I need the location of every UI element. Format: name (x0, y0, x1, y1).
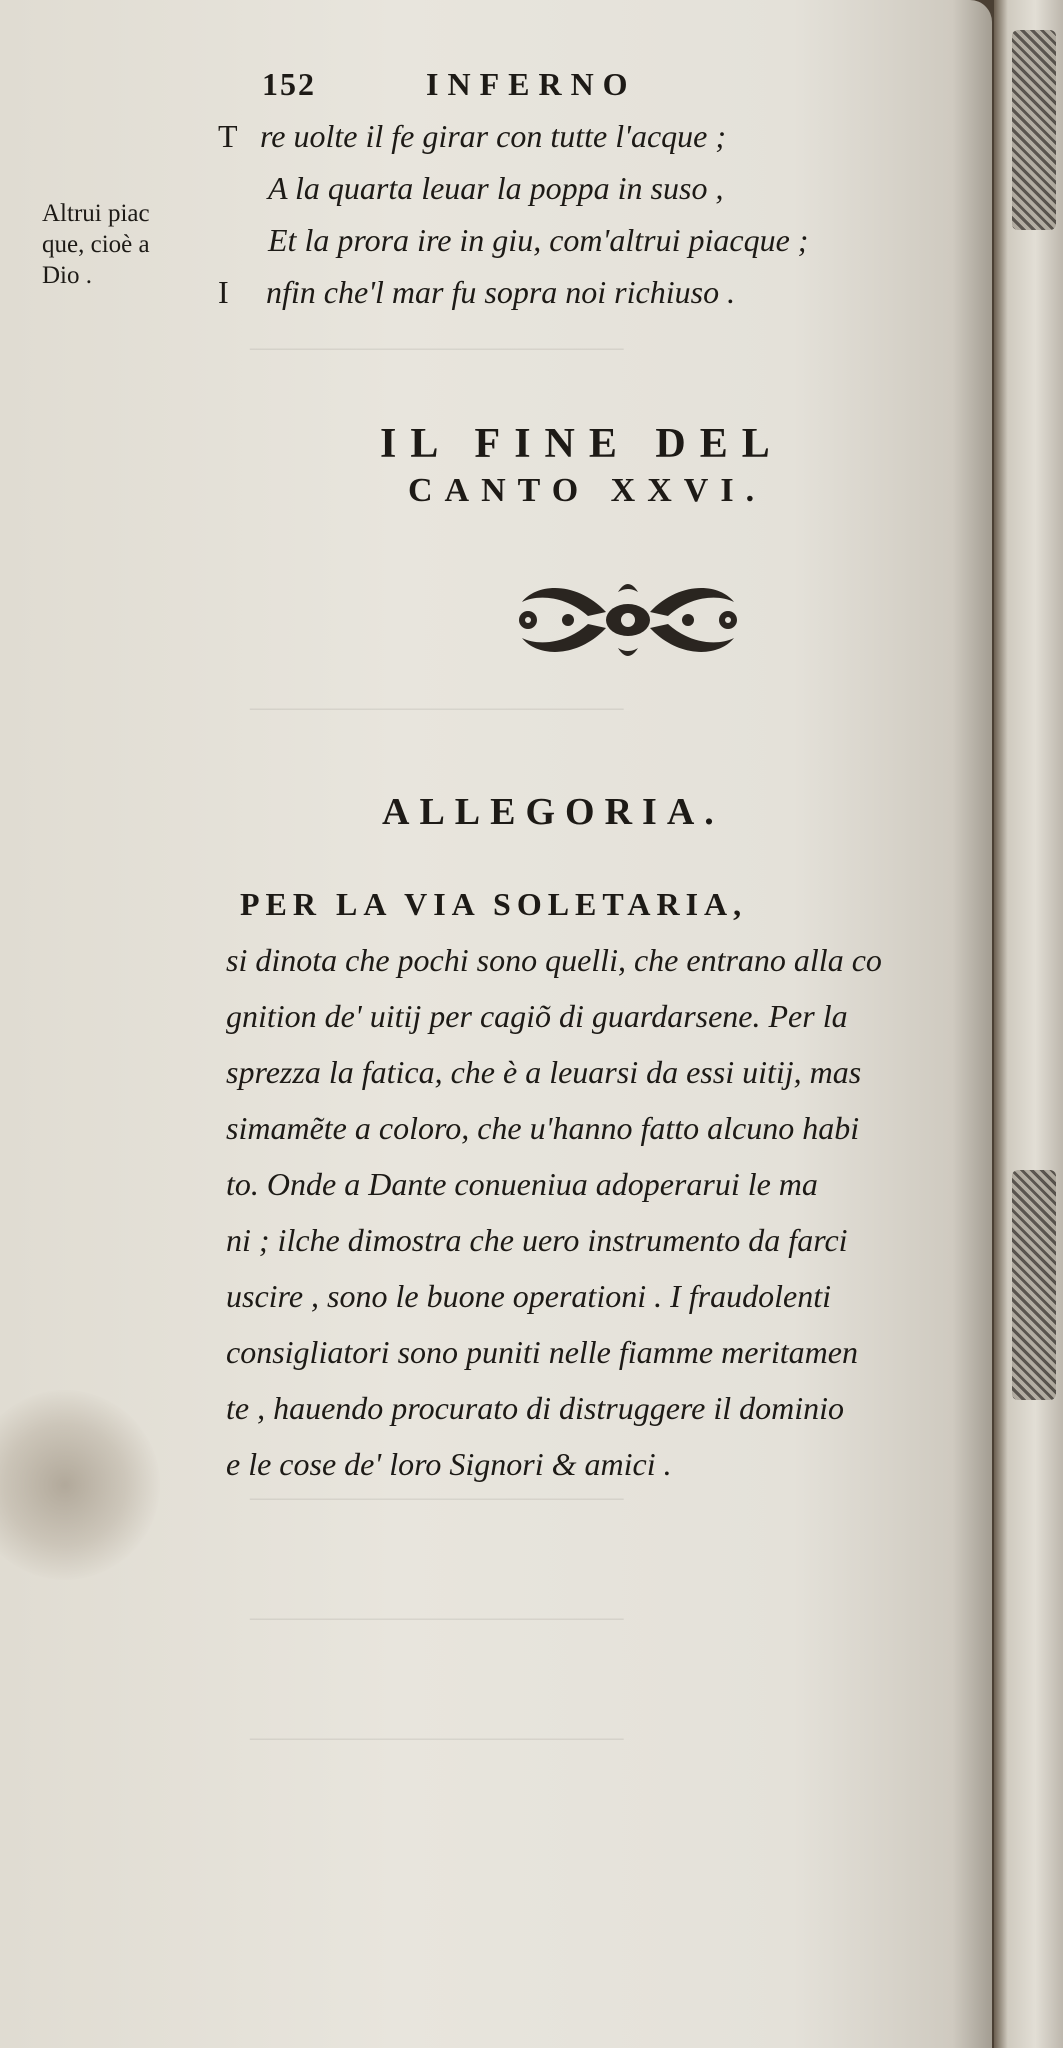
adjacent-page-edge (994, 0, 1063, 2048)
page-number: 152 (262, 66, 316, 102)
allegory-line: gnition de' uitij per cagiõ di guardarsene. Per la (226, 998, 848, 1034)
running-head (262, 66, 637, 103)
allegory-line: uscire , sono le buone operationi . I fraudolenti (226, 1278, 831, 1314)
verse-line: A la quarta leuar la poppa in suso , (268, 170, 724, 206)
allegory-line: e le cose de' loro Signori & amici . (226, 1446, 672, 1482)
gloss-line: Altrui piac (42, 200, 150, 227)
adjacent-page-ornament (1012, 1170, 1056, 1400)
marginal-gloss (42, 198, 150, 291)
allegory-line: simamẽte a coloro, che u'hanno fatto alcuno habi (226, 1110, 860, 1146)
verse-line: Et la prora ire in giu, com'altrui piacque ; (268, 222, 809, 258)
allegory-title: ALLEGORIA. (382, 791, 724, 833)
end-heading-line2: CANTO XXVI. (408, 472, 767, 509)
book-page: —————————————— —————————————— —————————————— —————————————— —————————————— 152 INFERNO T re uolte il fe girar con tutte l'acque ; A la quarta leuar la poppa in suso , Et la prora ire in giu, com'altrui piacque ; I nfin che'l mar fu sopra noi richiuso . Altrui piac que, cioè a Dio . IL FINE DEL CANTO XXVI. ALLEGORIA. PER LA VIA SOLETARIA, si dinota che pochi sono quelli, che entrano alla co gnition de' uitij per cagiõ di guardarsene. Per la sprezza la fatica, che è a leuarsi da essi uitij, mas simamẽte a coloro, che u'hanno fatto alcuno habi to. Onde a Dante conueniua adoperarui le ma ni ; ilche dimostra che uero instrumento da farci uscire , sono le buone operationi . I fraudolenti consigliatori sono puniti nelle fiamme meritamen te , hauendo procurato di distruggere il dominio e le cose de' loro Signori & amici . (0, 0, 992, 2048)
allegory-lead: PER LA VIA SOLETARIA, (240, 886, 748, 922)
allegory-line: ni ; ilche dimostra che uero instrumento da farci (226, 1222, 848, 1258)
allegory-line: to. Onde a Dante conueniua adoperarui le ma (226, 1166, 818, 1202)
running-title: INFERNO (426, 66, 637, 102)
allegory-line: consigliatori sono puniti nelle fiamme meritamen (226, 1334, 858, 1370)
verse-line: re uolte il fe girar con tutte l'acque ; (260, 118, 726, 154)
verse-initial: I (218, 274, 229, 310)
adjacent-page-ornament (1012, 30, 1056, 230)
allegory-line: te , hauendo procurato di distruggere il dominio (226, 1390, 845, 1426)
allegory-line: sprezza la fatica, che è a leuarsi da essi uitij, mas (226, 1054, 862, 1090)
end-heading-line1: IL FINE DEL (380, 421, 784, 467)
gloss-line: Dio . (42, 262, 92, 289)
printers-ornament-icon (508, 572, 748, 668)
water-stain (0, 1390, 160, 1580)
gloss-line: que, cioè a (42, 231, 150, 258)
verse-line: nfin che'l mar fu sopra noi richiuso . (266, 274, 736, 310)
verse-initial: T (218, 118, 238, 154)
allegory-line: si dinota che pochi sono quelli, che entrano alla co (226, 942, 882, 978)
